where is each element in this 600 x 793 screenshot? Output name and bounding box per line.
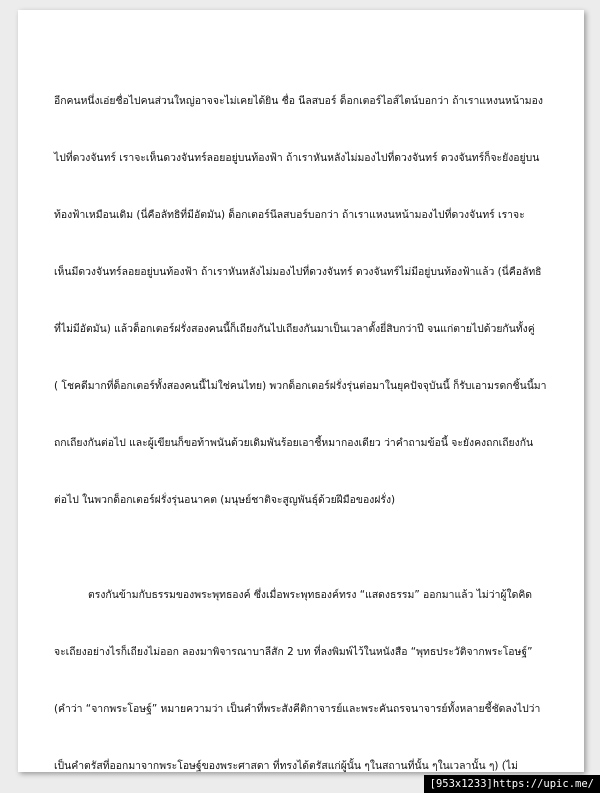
text-line: เป็นคำตรัสที่ออกมาจากพระโอษฐ์ของพระศาสดา ที่ทรงได้ตรัสแก่ผู้นั้น ๆในสถานที่นั้น ๆในเวลานั้น ๆ) (ไม่ <box>54 760 518 772</box>
text-line: ต่อไป ในพวกด็อกเตอร์ฝรั่งรุ่นอนาคต (มนุษย์ชาติจะสูญพันธุ์ด้วยฝีมือของฝรั่ง) <box>54 494 396 506</box>
image-host-stamp: [953x1233]https://upic.me/ <box>424 775 600 793</box>
text-line: เห็นมีดวงจันทร์ลอยอยู่บนท้องฟ้า ถ้าเราหันหลังไม่มองไปที่ดวงจันทร์ ดวงจันทร์ไม่มีอยู่บนท้องฟ้าแล้ว (นี่คือลัทธิ <box>54 266 542 278</box>
paragraph-einstein-bohr <box>54 54 554 548</box>
text-line: จะเถียงอย่างไรก็เถียงไม่ออก ลองมาพิจารณาบาลีสัก 2 บท ที่ลงพิมพ์ไว้ในหนังสือ “พุทธประวัติจากพระโอษฐ์” <box>54 646 533 658</box>
text-line: อีกคนหนึ่งเอ่ยชื่อไปคนส่วนใหญ่อาจจะไม่เคยได้ยิน ชื่อ นีลสบอร์ ด็อกเตอร์ไอส์ไตน์บอกว่า ถ้าเราแหงนหน้ามอง <box>54 95 543 107</box>
document-page <box>18 10 584 772</box>
text-line: ที่ไม่มีอัตมัน) แล้วด็อกเตอร์ฝรั่งสองคนนี้ก็เถียงกันไปเถียงกันมาเป็นเวลาตั้งยี่สิบกว่าปี จนแก่ตายไปด้วยกันทั้งคู่ <box>54 323 535 335</box>
text-line: ตรงกันข้ามกับธรรมของพระพุทธองค์ ซึ่งเมื่อพระพุทธองค์ทรง “แสดงธรรม” ออกมาแล้ว ไม่ว่าผู้ใดคิด <box>88 589 533 601</box>
text-line: ท้องฟ้าเหมือนเดิม (นี่คือลัทธิที่มีอัตมัน) ด็อกเตอร์นีลสบอร์บอกว่า ถ้าเราแหงนหน้ามองไปที่ดวงจันทร์ เราจะ <box>54 209 525 221</box>
text-line: ( โชคดีมากที่ด็อกเตอร์ทั้งสองคนนี้ไม่ใช่คนไทย) พวกด็อกเตอร์ฝรั่งรุ่นต่อมาในยุคปัจจุบันนี้ ก็รับเอามรดกชิ้นนี้มา <box>54 380 547 392</box>
text-line: ถกเถียงกันต่อไป และผู้เขียนก็ขอท้าพนันด้วยเดิมพันร้อยเอาชี้หมากองเดียว ว่าคำถามข้อนี้ จะยังคงถกเถียงกัน <box>54 437 534 449</box>
text-line: (คำว่า “จากพระโอษฐ์” หมายความว่า เป็นคำที่พระสังคีติกาจารย์และพระคันถรจนาจารย์ทั้งหลายชี้ชัดลงไปว่า <box>54 703 541 715</box>
paragraph-dhamma <box>54 548 554 772</box>
text-line: ไปที่ดวงจันทร์ เราจะเห็นดวงจันทร์ลอยอยู่บนท้องฟ้า ถ้าเราหันหลังไม่มองไปที่ดวงจันทร์ ดวงจันทร์ก็จะยังอยู่บน <box>54 152 540 164</box>
document-body <box>54 54 554 772</box>
